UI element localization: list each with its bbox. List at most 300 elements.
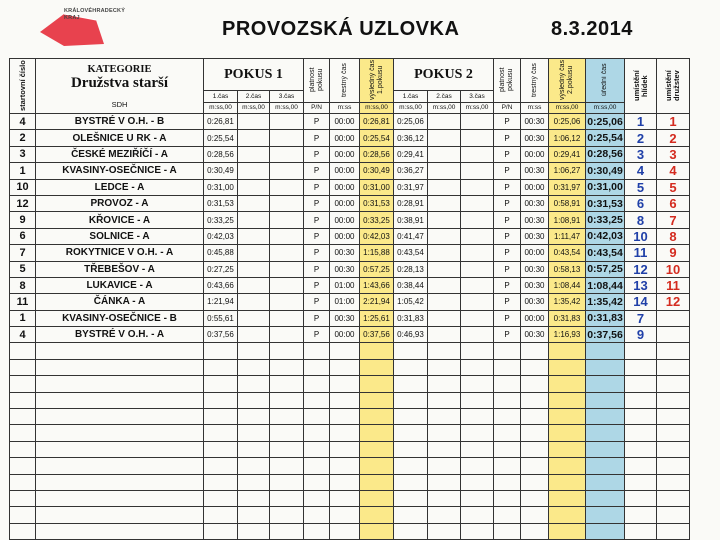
official-time-empty bbox=[586, 523, 625, 539]
p1-time1-empty bbox=[204, 507, 238, 523]
start-number-empty bbox=[10, 376, 36, 392]
p2-penalty: 00:30 bbox=[521, 277, 549, 293]
p1-penalty-empty bbox=[330, 392, 360, 408]
unit-label: m:ss,00 bbox=[461, 102, 494, 113]
p1-time3-empty bbox=[270, 359, 304, 375]
patrol-rank-empty bbox=[625, 441, 657, 457]
team-name-empty bbox=[36, 441, 204, 457]
p1-time3 bbox=[270, 114, 304, 130]
p2-time2-empty bbox=[428, 441, 461, 457]
p1-validity-empty bbox=[304, 409, 330, 425]
p1-time2-empty bbox=[238, 409, 270, 425]
p1-time1: 0:42,03 bbox=[204, 228, 238, 244]
patrol-rank: 9 bbox=[625, 327, 657, 343]
p2-penalty-empty bbox=[521, 425, 549, 441]
team-name: TŘEBEŠOV - A bbox=[36, 261, 204, 277]
p2-time2-header: 2.čas bbox=[428, 91, 461, 102]
p1-time2 bbox=[238, 277, 270, 293]
patrol-rank: 14 bbox=[625, 294, 657, 310]
p2-result-empty bbox=[549, 507, 586, 523]
table-row bbox=[10, 212, 690, 228]
table-row bbox=[10, 327, 690, 343]
start-number-empty bbox=[10, 343, 36, 359]
p2-time2-empty bbox=[428, 507, 461, 523]
team-rank: 5 bbox=[657, 179, 690, 195]
team-rank-header: umístění družstev bbox=[657, 59, 690, 114]
p1-result-empty bbox=[360, 523, 394, 539]
p2-penalty: 00:30 bbox=[521, 130, 549, 146]
p1-time3 bbox=[270, 228, 304, 244]
p2-result: 0:31,97 bbox=[549, 179, 586, 195]
p1-time1: 0:45,88 bbox=[204, 245, 238, 261]
p1-time1-empty bbox=[204, 343, 238, 359]
p1-time1-empty bbox=[204, 359, 238, 375]
team-name-empty bbox=[36, 490, 204, 506]
empty-row bbox=[10, 474, 690, 490]
p2-result: 0:58,13 bbox=[549, 261, 586, 277]
p1-validity-empty bbox=[304, 507, 330, 523]
p1-time3 bbox=[270, 212, 304, 228]
p2-result: 0:25,06 bbox=[549, 114, 586, 130]
penalty1-header: trestný čas bbox=[330, 59, 360, 103]
p1-time1: 0:26,81 bbox=[204, 114, 238, 130]
p2-time1-empty bbox=[394, 343, 428, 359]
official-time-empty bbox=[586, 507, 625, 523]
p1-validity-empty bbox=[304, 359, 330, 375]
p2-result: 1:35,42 bbox=[549, 294, 586, 310]
patrol-rank: 12 bbox=[625, 261, 657, 277]
p2-time2 bbox=[428, 195, 461, 211]
official-time: 0:31,53 bbox=[586, 195, 625, 211]
p2-result-empty bbox=[549, 490, 586, 506]
p2-validity: P bbox=[494, 195, 521, 211]
p1-time1: 0:25,54 bbox=[204, 130, 238, 146]
official-time: 0:43,54 bbox=[586, 245, 625, 261]
team-rank: 11 bbox=[657, 277, 690, 293]
p1-time1-empty bbox=[204, 490, 238, 506]
patrol-rank-empty bbox=[625, 507, 657, 523]
p2-time2-empty bbox=[428, 409, 461, 425]
patrol-rank-empty bbox=[625, 458, 657, 474]
p2-time2-empty bbox=[428, 359, 461, 375]
p2-time1: 0:28,91 bbox=[394, 195, 428, 211]
p2-time1-empty bbox=[394, 458, 428, 474]
start-number: 9 bbox=[10, 212, 36, 228]
start-number-empty bbox=[10, 392, 36, 408]
p1-validity-empty bbox=[304, 490, 330, 506]
p1-validity: P bbox=[304, 261, 330, 277]
official-time: 0:31,00 bbox=[586, 179, 625, 195]
p1-penalty: 00:00 bbox=[330, 130, 360, 146]
start-number-empty bbox=[10, 409, 36, 425]
table-row bbox=[10, 179, 690, 195]
official-time: 0:28,56 bbox=[586, 146, 625, 162]
patrol-rank-empty bbox=[625, 474, 657, 490]
p2-result: 1:08,44 bbox=[549, 277, 586, 293]
p1-time2 bbox=[238, 163, 270, 179]
p2-result: 1:06,12 bbox=[549, 130, 586, 146]
p2-time3 bbox=[461, 179, 494, 195]
p1-time2-empty bbox=[238, 458, 270, 474]
sheet-header bbox=[0, 0, 720, 56]
team-rank-empty bbox=[657, 523, 690, 539]
p2-time1-empty bbox=[394, 359, 428, 375]
pn-label: P/N bbox=[494, 102, 521, 113]
validity1-header: platnost pokusu bbox=[304, 59, 330, 103]
p2-time1-empty bbox=[394, 425, 428, 441]
patrol-rank-empty bbox=[625, 359, 657, 375]
p2-time2-empty bbox=[428, 490, 461, 506]
official-time: 0:37,56 bbox=[586, 327, 625, 343]
official-time-empty bbox=[586, 409, 625, 425]
p1-time1-empty bbox=[204, 425, 238, 441]
p2-validity: P bbox=[494, 277, 521, 293]
table-row bbox=[10, 277, 690, 293]
p1-time1: 0:43,66 bbox=[204, 277, 238, 293]
p1-result-empty bbox=[360, 392, 394, 408]
empty-row bbox=[10, 409, 690, 425]
p1-validity: P bbox=[304, 277, 330, 293]
p2-penalty-empty bbox=[521, 343, 549, 359]
p1-time2 bbox=[238, 228, 270, 244]
p1-result: 1:15,88 bbox=[360, 245, 394, 261]
team-rank-empty bbox=[657, 343, 690, 359]
p2-penalty: 00:00 bbox=[521, 179, 549, 195]
logo-text bbox=[64, 8, 125, 22]
validity2-header: platnost pokusu bbox=[494, 59, 521, 103]
p2-validity: P bbox=[494, 327, 521, 343]
p2-time2 bbox=[428, 261, 461, 277]
p2-penalty: 00:30 bbox=[521, 163, 549, 179]
p2-time3-empty bbox=[461, 376, 494, 392]
p2-time2 bbox=[428, 277, 461, 293]
p1-time2 bbox=[238, 245, 270, 261]
p1-time2-empty bbox=[238, 425, 270, 441]
team-name-empty bbox=[36, 376, 204, 392]
p1-time2 bbox=[238, 195, 270, 211]
official-time: 0:57,25 bbox=[586, 261, 625, 277]
p1-result: 0:28,56 bbox=[360, 146, 394, 162]
unit-label: m:ss,00 bbox=[586, 102, 625, 113]
p1-time3-empty bbox=[270, 458, 304, 474]
p1-result: 1:25,61 bbox=[360, 310, 394, 326]
team-rank: 6 bbox=[657, 195, 690, 211]
p2-validity: P bbox=[494, 261, 521, 277]
table-row bbox=[10, 195, 690, 211]
team-name: KVASINY-OSEČNICE - A bbox=[36, 163, 204, 179]
p1-validity-empty bbox=[304, 343, 330, 359]
p1-result-empty bbox=[360, 458, 394, 474]
p1-time2 bbox=[238, 327, 270, 343]
p1-validity: P bbox=[304, 179, 330, 195]
p2-validity: P bbox=[494, 146, 521, 162]
p2-penalty-empty bbox=[521, 392, 549, 408]
p2-penalty-empty bbox=[521, 523, 549, 539]
p1-time3-empty bbox=[270, 409, 304, 425]
p1-validity: P bbox=[304, 146, 330, 162]
p2-result: 1:11,47 bbox=[549, 228, 586, 244]
p1-time2-header: 2.čas bbox=[238, 91, 270, 102]
p1-time3 bbox=[270, 277, 304, 293]
p1-penalty-empty bbox=[330, 490, 360, 506]
team-rank: 7 bbox=[657, 212, 690, 228]
empty-row bbox=[10, 507, 690, 523]
p2-validity-empty bbox=[494, 392, 521, 408]
unit-label: m:ss,00 bbox=[204, 102, 238, 113]
p1-time1-empty bbox=[204, 392, 238, 408]
p2-time3-empty bbox=[461, 441, 494, 457]
p2-validity-empty bbox=[494, 490, 521, 506]
p1-validity: P bbox=[304, 228, 330, 244]
p2-result: 0:29,41 bbox=[549, 146, 586, 162]
start-number-header: startovní číslo bbox=[10, 59, 36, 114]
p2-time1: 0:36,27 bbox=[394, 163, 428, 179]
start-number: 10 bbox=[10, 179, 36, 195]
p2-time2-empty bbox=[428, 392, 461, 408]
p2-time2 bbox=[428, 212, 461, 228]
p1-penalty: 01:00 bbox=[330, 294, 360, 310]
p2-time3-empty bbox=[461, 458, 494, 474]
team-rank: 8 bbox=[657, 228, 690, 244]
p1-penalty: 00:30 bbox=[330, 245, 360, 261]
p2-time3 bbox=[461, 195, 494, 211]
p1-time3-empty bbox=[270, 425, 304, 441]
p2-result-empty bbox=[549, 343, 586, 359]
p1-result-empty bbox=[360, 474, 394, 490]
p1-time1: 0:37,56 bbox=[204, 327, 238, 343]
p1-result-empty bbox=[360, 425, 394, 441]
unit-label: m:ss,00 bbox=[360, 102, 394, 113]
team-name: PROVOZ - A bbox=[36, 195, 204, 211]
start-number: 4 bbox=[10, 327, 36, 343]
category-header bbox=[36, 59, 204, 114]
p2-time1: 0:41,47 bbox=[394, 228, 428, 244]
patrol-rank: 13 bbox=[625, 277, 657, 293]
team-name: BYSTRÉ V O.H. - B bbox=[36, 114, 204, 130]
team-rank-empty bbox=[657, 359, 690, 375]
p1-result-empty bbox=[360, 343, 394, 359]
team-name-empty bbox=[36, 523, 204, 539]
empty-row bbox=[10, 425, 690, 441]
p1-time2 bbox=[238, 212, 270, 228]
unit-label: m:ss,00 bbox=[394, 102, 428, 113]
official-time: 0:25,54 bbox=[586, 130, 625, 146]
p2-time2 bbox=[428, 327, 461, 343]
p1-time1: 0:31,00 bbox=[204, 179, 238, 195]
p1-time1-empty bbox=[204, 409, 238, 425]
team-rank-empty bbox=[657, 490, 690, 506]
p2-penalty: 00:30 bbox=[521, 261, 549, 277]
start-number: 1 bbox=[10, 163, 36, 179]
team-name-empty bbox=[36, 425, 204, 441]
patrol-rank: 3 bbox=[625, 146, 657, 162]
p1-result: 0:26,81 bbox=[360, 114, 394, 130]
start-number: 5 bbox=[10, 261, 36, 277]
p2-validity-empty bbox=[494, 376, 521, 392]
p1-result: 0:31,53 bbox=[360, 195, 394, 211]
p1-time3 bbox=[270, 163, 304, 179]
p1-time1: 0:33,25 bbox=[204, 212, 238, 228]
p1-time3 bbox=[270, 146, 304, 162]
team-rank: 3 bbox=[657, 146, 690, 162]
p2-time1: 0:25,06 bbox=[394, 114, 428, 130]
p1-time1: 1:21,94 bbox=[204, 294, 238, 310]
p1-time3 bbox=[270, 327, 304, 343]
official-time: 0:30,49 bbox=[586, 163, 625, 179]
unit-label: m:ss,00 bbox=[270, 102, 304, 113]
p2-time2-empty bbox=[428, 523, 461, 539]
team-rank: 2 bbox=[657, 130, 690, 146]
p2-result-empty bbox=[549, 441, 586, 457]
p1-penalty-empty bbox=[330, 441, 360, 457]
official-time: 0:42,03 bbox=[586, 228, 625, 244]
official-time-empty bbox=[586, 376, 625, 392]
p1-penalty: 00:00 bbox=[330, 163, 360, 179]
official-time-empty bbox=[586, 359, 625, 375]
p2-penalty: 00:00 bbox=[521, 146, 549, 162]
p2-time1-empty bbox=[394, 474, 428, 490]
team-name-empty bbox=[36, 474, 204, 490]
p1-time3 bbox=[270, 261, 304, 277]
p1-result: 0:33,25 bbox=[360, 212, 394, 228]
pokus2-header: POKUS 2 bbox=[394, 59, 494, 91]
p2-time3 bbox=[461, 146, 494, 162]
p2-result-empty bbox=[549, 425, 586, 441]
p2-penalty: 00:30 bbox=[521, 114, 549, 130]
team-rank: 10 bbox=[657, 261, 690, 277]
team-name: ROKYTNICE V O.H. - A bbox=[36, 245, 204, 261]
p1-penalty-empty bbox=[330, 343, 360, 359]
p1-time3 bbox=[270, 130, 304, 146]
p1-result-empty bbox=[360, 490, 394, 506]
p1-penalty: 00:00 bbox=[330, 146, 360, 162]
p2-penalty-empty bbox=[521, 490, 549, 506]
p2-validity-empty bbox=[494, 441, 521, 457]
patrol-rank-empty bbox=[625, 409, 657, 425]
team-name-empty bbox=[36, 359, 204, 375]
patrol-rank-empty bbox=[625, 376, 657, 392]
p1-time2 bbox=[238, 130, 270, 146]
p1-validity-empty bbox=[304, 523, 330, 539]
p2-penalty: 00:00 bbox=[521, 310, 549, 326]
p2-time1-empty bbox=[394, 507, 428, 523]
table-row bbox=[10, 294, 690, 310]
p2-time1-empty bbox=[394, 376, 428, 392]
p2-time2-empty bbox=[428, 458, 461, 474]
p1-time1-empty bbox=[204, 441, 238, 457]
p2-time3-header: 3.čas bbox=[461, 91, 494, 102]
p2-validity-empty bbox=[494, 523, 521, 539]
p2-result-empty bbox=[549, 376, 586, 392]
patrol-rank: 2 bbox=[625, 130, 657, 146]
team-name: BYSTRÉ V O.H. - A bbox=[36, 327, 204, 343]
p2-penalty-empty bbox=[521, 441, 549, 457]
p2-time3 bbox=[461, 310, 494, 326]
team-rank-empty bbox=[657, 425, 690, 441]
p2-time3 bbox=[461, 212, 494, 228]
start-number-empty bbox=[10, 523, 36, 539]
start-number-empty bbox=[10, 507, 36, 523]
p2-time1-empty bbox=[394, 490, 428, 506]
official-time: 1:08,44 bbox=[586, 277, 625, 293]
p2-time1: 0:43,54 bbox=[394, 245, 428, 261]
p1-time1: 0:28,56 bbox=[204, 146, 238, 162]
team-name: ČESKÉ MEZIŘÍČÍ - A bbox=[36, 146, 204, 162]
team-rank bbox=[657, 327, 690, 343]
p1-validity: P bbox=[304, 212, 330, 228]
table-row bbox=[10, 146, 690, 162]
p1-validity-empty bbox=[304, 458, 330, 474]
p1-validity: P bbox=[304, 114, 330, 130]
p1-time2 bbox=[238, 179, 270, 195]
p2-time2 bbox=[428, 146, 461, 162]
results-body bbox=[10, 114, 690, 540]
p2-time1-empty bbox=[394, 409, 428, 425]
p2-penalty-empty bbox=[521, 409, 549, 425]
p2-time2 bbox=[428, 114, 461, 130]
patrol-rank: 11 bbox=[625, 245, 657, 261]
p1-penalty: 00:30 bbox=[330, 310, 360, 326]
p2-time3 bbox=[461, 261, 494, 277]
team-rank-empty bbox=[657, 376, 690, 392]
p1-time1: 0:55,61 bbox=[204, 310, 238, 326]
p1-penalty: 00:00 bbox=[330, 195, 360, 211]
p1-time3-empty bbox=[270, 343, 304, 359]
p1-time2-empty bbox=[238, 392, 270, 408]
p2-time3-empty bbox=[461, 425, 494, 441]
p2-time1: 1:05,42 bbox=[394, 294, 428, 310]
p2-result: 0:43,54 bbox=[549, 245, 586, 261]
p1-time1-empty bbox=[204, 458, 238, 474]
team-rank bbox=[657, 310, 690, 326]
p1-time1-header: 1.čas bbox=[204, 91, 238, 102]
p2-time3 bbox=[461, 294, 494, 310]
p2-time2 bbox=[428, 294, 461, 310]
start-number-empty bbox=[10, 474, 36, 490]
team-name-empty bbox=[36, 458, 204, 474]
patrol-rank-empty bbox=[625, 523, 657, 539]
p2-time3-empty bbox=[461, 359, 494, 375]
p1-time3-empty bbox=[270, 441, 304, 457]
official-time-empty bbox=[586, 474, 625, 490]
table-row bbox=[10, 114, 690, 130]
p2-penalty: 00:30 bbox=[521, 294, 549, 310]
p1-validity-empty bbox=[304, 425, 330, 441]
table-row bbox=[10, 163, 690, 179]
p1-penalty: 00:00 bbox=[330, 114, 360, 130]
p1-time1: 0:31,53 bbox=[204, 195, 238, 211]
p2-time1: 0:31,97 bbox=[394, 179, 428, 195]
official-time: 1:35,42 bbox=[586, 294, 625, 310]
p1-time2 bbox=[238, 310, 270, 326]
patrol-rank: 6 bbox=[625, 195, 657, 211]
official-time: 0:25,06 bbox=[586, 114, 625, 130]
p2-time3-empty bbox=[461, 507, 494, 523]
start-number-empty bbox=[10, 441, 36, 457]
p2-validity-empty bbox=[494, 359, 521, 375]
table-row bbox=[10, 228, 690, 244]
p2-validity: P bbox=[494, 294, 521, 310]
p1-time2-empty bbox=[238, 359, 270, 375]
start-number-empty bbox=[10, 425, 36, 441]
p2-validity-empty bbox=[494, 458, 521, 474]
p2-validity-empty bbox=[494, 409, 521, 425]
p2-result: 0:58,91 bbox=[549, 195, 586, 211]
p1-time2-empty bbox=[238, 376, 270, 392]
p1-time3-empty bbox=[270, 523, 304, 539]
logo-line2: KRAJ bbox=[64, 15, 80, 21]
p2-validity: P bbox=[494, 114, 521, 130]
